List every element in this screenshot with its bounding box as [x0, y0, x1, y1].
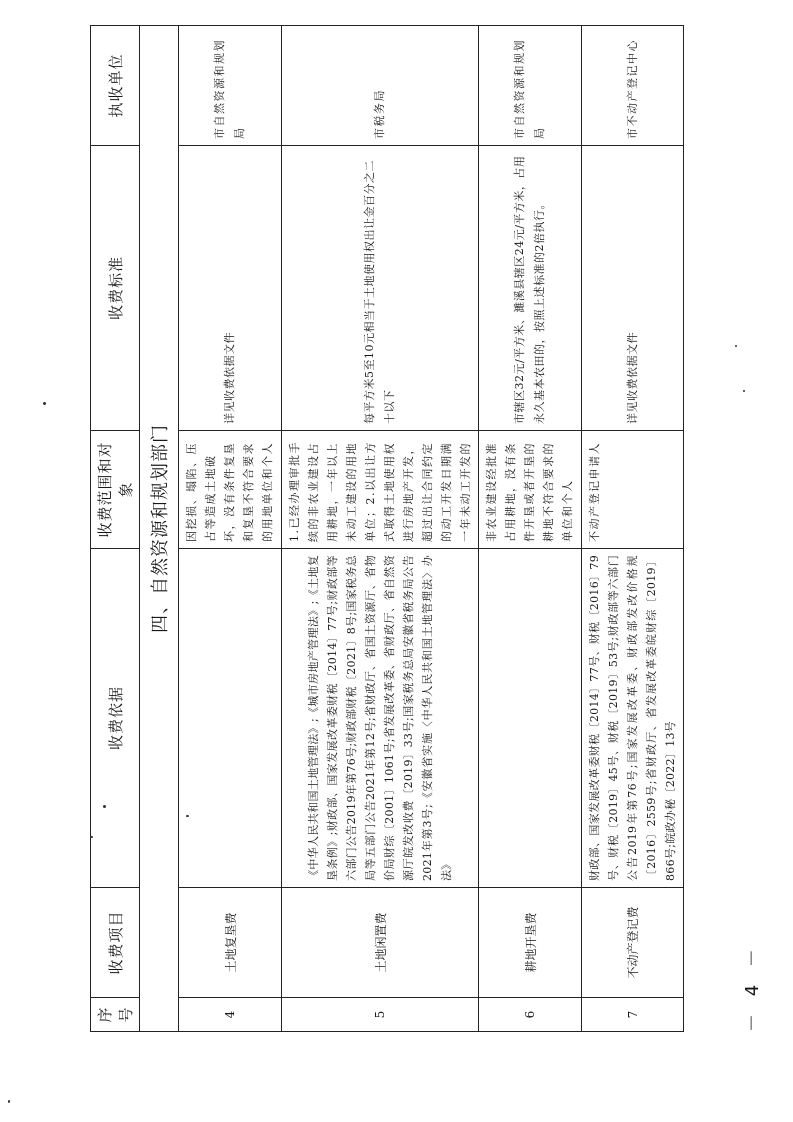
row-standard: 详见收费依据文件	[582, 146, 684, 431]
row-unit: 市税务局	[282, 26, 479, 146]
section-title: 四、自然资源和规划部门	[140, 26, 179, 1032]
section-row	[140, 26, 179, 1032]
row-basis	[479, 549, 582, 888]
header-standard: 收费标准	[91, 146, 140, 431]
row-scope: 因挖损、塌陷、压占等造成土地破坏，没有条件复垦和复垦不符合要求的用地单位和个人	[179, 431, 282, 549]
row-item: 耕地开垦费	[479, 888, 582, 998]
scan-speck	[90, 836, 93, 838]
row-standard: 市辖区32元/平方米、濉溪县辖区24元/平方米，占用永久基本农田的，按照上述标准的2倍执行。	[479, 146, 582, 431]
row-no: 7	[582, 998, 684, 1032]
table-row	[179, 26, 282, 1032]
row-no: 6	[479, 998, 582, 1032]
header-unit: 执收单位	[91, 26, 140, 146]
table-row	[582, 26, 684, 1032]
row-no: 4	[179, 998, 282, 1032]
scan-speck	[735, 345, 737, 347]
scan-speck	[103, 805, 106, 808]
header-basis: 收费依据	[91, 549, 140, 888]
row-item: 土地闲置费	[282, 888, 479, 998]
table-row	[282, 26, 479, 1032]
scan-speck	[8, 1100, 10, 1103]
header-scope: 收费范围和对象	[91, 431, 140, 549]
row-unit: 市自然资源和规划局	[179, 26, 282, 146]
table-header-row	[91, 26, 140, 1032]
header-item: 收费项目	[91, 888, 140, 998]
row-scope: 1.已经办理审批手续的非农业建设占用耕地，一年以上未动工建设的用地单位；2.以出让方式取得土地使用权进行房地产开发，超过出让合同约定的动工开发日期满一年未动工开发的	[282, 431, 479, 549]
row-basis: 《中华人民共和国土地管理法》;《城市房地产管理法》;《土地复垦条例》;财政部、国家发展改革委财税〔2014〕77号;财政部等六部门公告2019年第76号;财政部财税〔2021〕8号;国家税务总局等五部门公告2021年第12号;省财政厅、省国土资源厅、省物价局财综〔2001〕1061号;省发展改革委、省财政厅、省自然资源厅皖发改收费〔2019〕33号;国家税务总局安徽省税务局公告2021年第3号;《安徽省实施〈中华人民共和国土地管理法〉办法》	[282, 549, 479, 888]
row-standard: 详见收费依据文件	[179, 146, 282, 431]
scan-speck	[186, 815, 189, 817]
header-no: 序号	[91, 998, 140, 1032]
row-scope: 不动产登记申请人	[582, 431, 684, 549]
row-basis: 财政部、国家发展改革委财税〔2014〕77号、财税〔2016〕79号、财税〔2019〕45号、财税〔2019〕53号;财政部等六部门公告2019年第76号;国家发展改革委、财政部发改价格规〔2016〕2559号;省财政厅、省发展改革委皖财综〔2019〕866号;皖政办秘〔2022〕13号	[582, 549, 684, 888]
row-item: 土地复垦费	[179, 888, 282, 998]
row-unit: 市不动产登记中心	[582, 26, 684, 146]
table-row	[479, 26, 582, 1032]
scan-speck	[743, 390, 745, 392]
row-basis	[179, 549, 282, 888]
page-number: － 4 －	[742, 943, 763, 1032]
scan-speck	[43, 402, 46, 405]
row-scope: 非农业建设经批准占用耕地，没有条件开垦或者开垦的耕地不符合要求的单位和个人	[479, 431, 582, 549]
row-standard: 每平方米5至10元相当于土地使用权出让金百分之二十以下	[282, 146, 479, 431]
row-item: 不动产登记费	[582, 888, 684, 998]
row-no: 5	[282, 998, 479, 1032]
fee-table	[90, 26, 686, 1032]
row-unit: 市自然资源和规划局	[479, 26, 582, 146]
